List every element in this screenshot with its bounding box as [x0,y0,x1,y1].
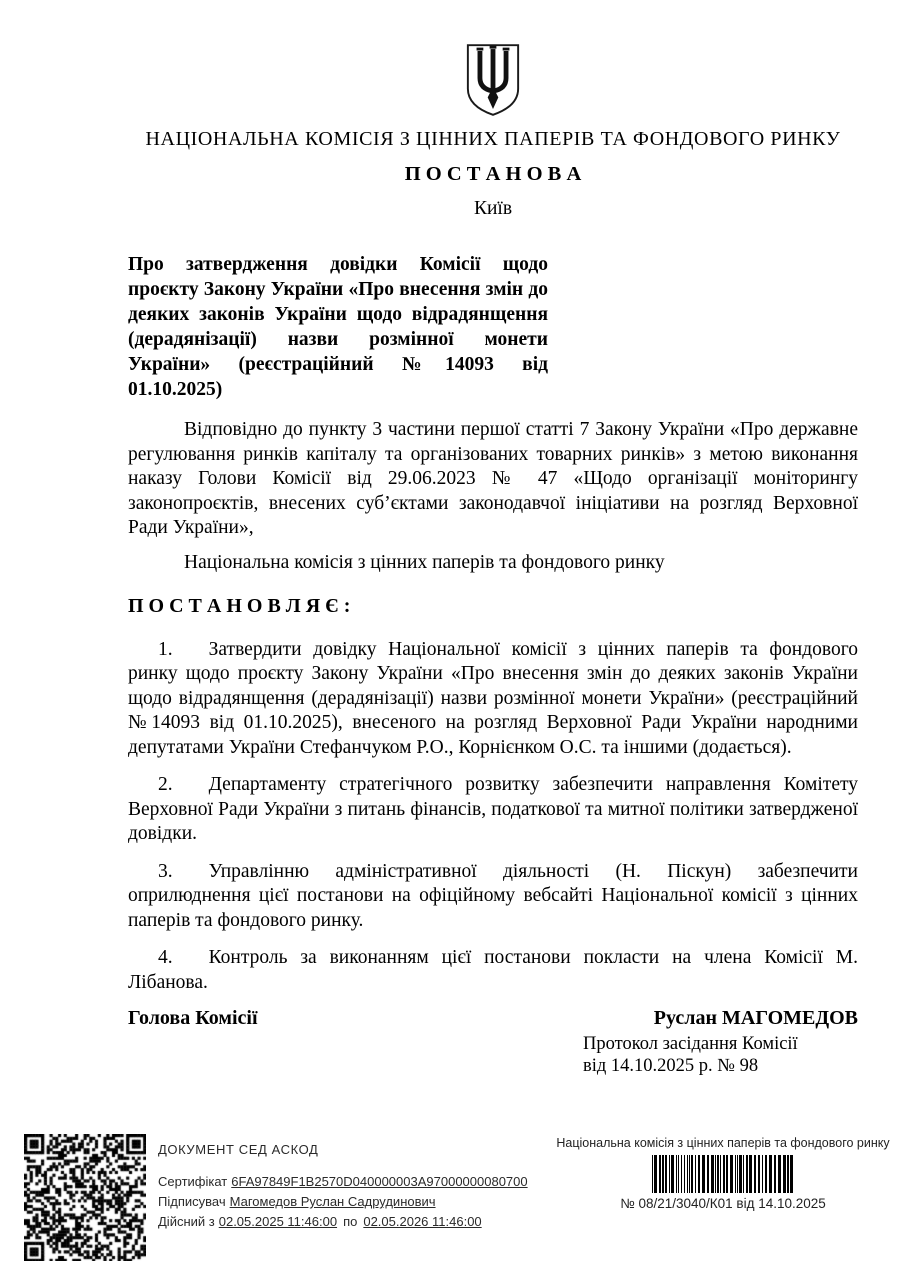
resolution-item-2 [128,773,858,847]
registration-number: № 08/21/3040/К01 від 14.10.2025 [620,1196,826,1211]
resolution-item-4 [128,946,858,995]
signer-name: Руслан МАГОМЕДОВ [653,1007,858,1029]
certificate-value: 6FA97849F1B2570D040000003A97000000080700 [231,1174,528,1189]
preamble-paragraph: Відповідно до пункту 3 частини першої статті 7 Закону України «Про державне регулювання ринків капіталу та організованих товарних ринків» з метою виконання наказу Голови Комісії від 29.06.2023 № 47 «Щодо організації моніторингу законопроєктів, внесених суб’єктами законодавчої ініціативи на розгляд Верховної Ради України», [128,419,858,538]
signer-line [158,1192,528,1212]
validity-label: Дійсний з [158,1214,215,1229]
registration-barcode [652,1155,794,1193]
certificate-label: Сертифікат [158,1174,228,1189]
protocol-note [583,1033,858,1077]
protocol-line-2: від 14.10.2025 р. № 98 [583,1056,759,1076]
sed-system-label: ДОКУМЕНТ СЕД АСКОД [158,1142,319,1157]
item-text: Департаменту стратегічного розвитку забезпечити направлення Комітету Верховної Ради України з питань фінансів, податкової та митної політики затвердженої довідки. [128,774,858,844]
doc-type-heading: П О С Т А Н О В А [404,163,582,185]
subject-paragraph: Про затвердження довідки Комісії щодо проєкту Закону України «Про внесення змін до деяких законів України щодо відрадянщення (дерадянізації) назви розмінної монети України» (реєстраційний №14093 від 01.10.2025) [128,254,548,400]
item-text: Контроль за виконанням цієї постанови покласти на члена Комісії М. Лібанова. [128,947,858,993]
item-number: 3. [158,860,173,882]
qr-code [24,1134,146,1261]
signer-title: Голова Комісії [128,1007,258,1029]
valid-from-value: 02.05.2025 11:46:00 [218,1214,338,1229]
registration-org-name: Національна комісія з цінних паперів та фондового ринку [556,1136,890,1150]
commission-line: Національна комісія з цінних паперів та фондового ринку [184,551,665,573]
item-text: Управлінню адміністративної діяльності (Н. Піскун) забезпечити оприлюднення цієї постанови на офіційному вебсайті Національної комісії з цінних паперів та фондового ринку. [128,860,858,931]
signer-label: Підписувач [158,1194,226,1209]
org-name-heading: НАЦІОНАЛЬНА КОМІСІЯ З ЦІННИХ ПАПЕРІВ ТА ФОНДОВОГО РИНКУ [145,128,841,150]
electronic-signature-block [158,1140,528,1232]
protocol-line-1: Протокол засідання Комісії [583,1034,798,1054]
city-label: Київ [473,198,513,219]
resolves-heading: П О С Т А Н О В Л Я Є : [128,594,351,617]
valid-to-label: по [343,1214,358,1229]
item-number: 2. [158,774,173,795]
resolution-item-3 [128,860,858,934]
item-text: Затвердити довідку Національної комісії з цінних паперів та фондового ринку щодо проєкту Закону України «Про внесення змін до деяких законів України щодо відрадянщення (дерадянізації) назви розмінної монети України» (реєстраційний №14093 від 01.10.2025), внесеного на розгляд Верховної Ради України народними депутатами України Стефанчуком Р.О., Корнієнком О.С. та іншими (додається). [128,638,858,758]
document-body [128,0,858,1077]
valid-to-value: 02.05.2026 11:46:00 [363,1214,482,1229]
item-number: 1. [158,638,173,660]
registration-block [548,1136,898,1211]
signer-value: Магомедов Руслан Садрудинович [229,1194,436,1209]
item-number: 4. [158,947,173,968]
ukraine-trident-emblem [464,42,522,118]
signature-row [128,1007,858,1030]
validity-line [158,1212,528,1232]
resolution-item-1 [128,638,858,761]
certificate-line [158,1172,528,1192]
